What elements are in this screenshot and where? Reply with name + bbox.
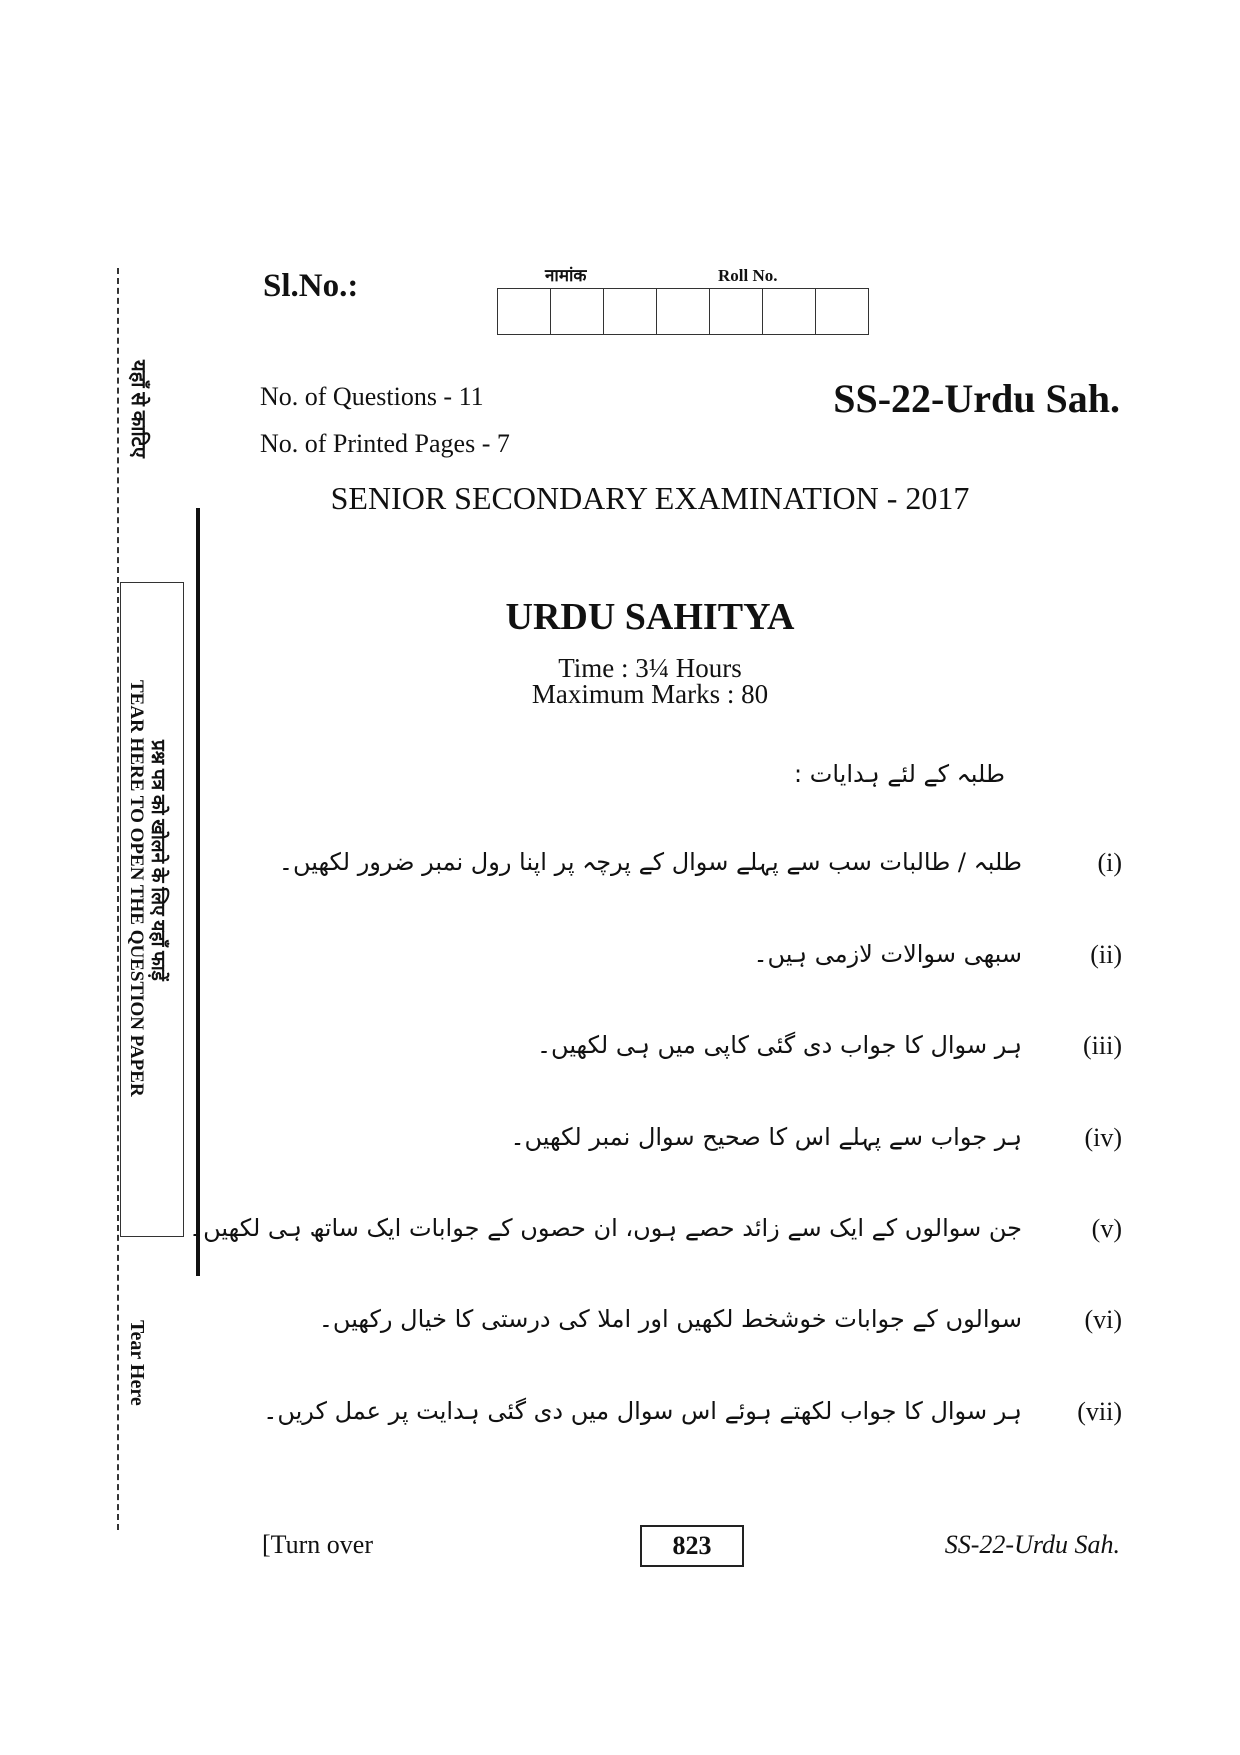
exam-title: SENIOR SECONDARY EXAMINATION - 2017 [330,480,970,516]
instruction-number: (vi) [1084,1305,1122,1334]
instruction-text: جن سوالوں کے ایک سے زائد حصے ہوں، ان حصوں کے جوابات ایک ساتھ ہی لکھیں۔ [189,1214,1022,1242]
instruction-text: سبھی سوالات لازمی ہیں۔ [753,940,1022,968]
instruction-text: طلبہ / طالبات سب سے پہلے سوال کے پرچہ پر اپنا رول نمبر ضرور لکھیں۔ [278,848,1022,876]
instruction-text: ہر سوال کا جواب لکھتے ہوئے اس سوال میں دی گئی ہدایت پر عمل کریں۔ [263,1397,1022,1425]
subject-title: URDU SAHITYA [505,596,795,638]
roll-digit-box[interactable] [498,289,551,334]
instruction-number: (ii) [1090,940,1122,969]
tear-english-label: TEAR HERE TO OPEN THE QUESTION PAPER [126,680,147,1097]
instruction-number: (iii) [1083,1031,1122,1060]
instruction-number: (v) [1091,1214,1122,1243]
cut-here-label: यहाँ से काटिए [127,360,149,458]
instructions-heading: طلبہ کے لئے ہدایات : [794,760,1005,788]
tear-hindi-label: प्रश्न पत्र को खोलने के लिए यहाँ फाड़ें [147,740,168,981]
roll-digit-box[interactable] [657,289,710,334]
instruction-text: ہر جواب سے پہلے اس کا صحیح سوال نمبر لکھیں۔ [510,1123,1022,1151]
num-questions: No. of Questions - 11 [260,382,484,411]
roll-english-label: Roll No. [718,266,778,285]
num-pages: No. of Printed Pages - 7 [260,429,510,458]
instruction-text: سوالوں کے جوابات خوشخط لکھیں اور املا کی درستی کا خیال رکھیں۔ [318,1305,1022,1333]
roll-digit-box[interactable] [816,289,868,334]
roll-digit-box[interactable] [604,289,657,334]
paper-code: SS-22-Urdu Sah. [833,376,1120,421]
cut-line [117,268,119,1530]
roll-digit-box[interactable] [763,289,816,334]
page-number: 823 [640,1525,744,1567]
roll-digit-box[interactable] [710,289,763,334]
serial-number-label: Sl.No.: [263,268,359,304]
roll-number-boxes[interactable] [497,288,869,335]
instruction-item [330,940,1122,980]
instruction-number: (vii) [1077,1397,1122,1426]
instruction-item [330,1123,1122,1163]
roll-hindi-label: नामांक [545,266,587,285]
turn-over-note: [Turn over [262,1530,373,1559]
time-allowed: Time : 3¼ Hours [558,653,742,683]
footer-paper-code: SS-22-Urdu Sah. [944,1530,1120,1559]
instruction-item [278,848,1122,888]
instruction-number: (i) [1097,848,1122,877]
max-marks: Maximum Marks : 80 [531,679,769,709]
instruction-text: ہر سوال کا جواب دی گئی کاپی میں ہی لکھیں۔ [536,1031,1022,1059]
instruction-item [330,1031,1122,1071]
instruction-item [189,1214,1122,1254]
instruction-number: (iv) [1084,1123,1122,1152]
instruction-item [318,1305,1122,1345]
instruction-item [263,1397,1122,1437]
roll-digit-box[interactable] [551,289,604,334]
tear-here-label: Tear Here [126,1320,148,1406]
